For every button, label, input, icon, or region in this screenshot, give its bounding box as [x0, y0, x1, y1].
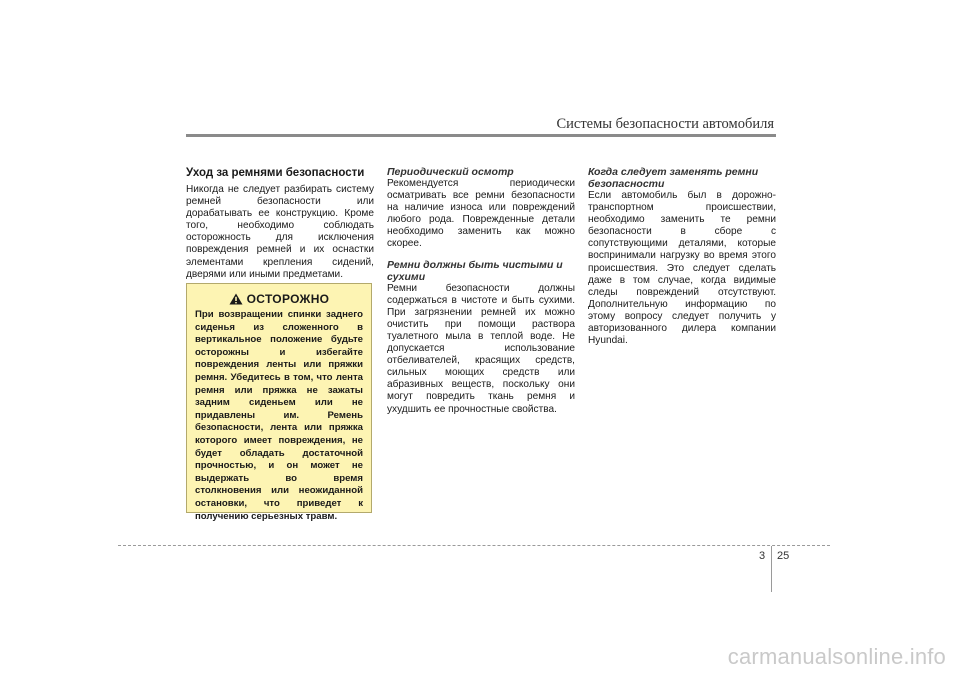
page-number: 25 [777, 550, 790, 562]
column-middle [387, 166, 575, 424]
section-title: Системы безопасности автомобиля [556, 116, 774, 132]
warning-text: При возвращении спинки заднего сиденья из сложенного в вертикальное положение будьте осторожны и избегайте повреждения ленты или пряжки ремня. Убедитесь в том, что лента ремня или пряжка не зажаты задним сиденьем или не придавлены им. Ремень безопасности, лента или пряжка которого имеет повреждения, не будет обладать достаточной прочностью, и он может не выдержать во время столкновения или неожиданной остановки, что приведет к получению серьезных травм. [195, 309, 363, 522]
column-right [588, 166, 776, 355]
belt-care-text: Никогда не следует разбирать систему ремней безопасности или дорабатывать ее конструкцию. Кроме того, необходимо соблюдать осторожность для исключения повреждения ремней и их оснастки элементами крепления сидений, дверями или иными предметами. [186, 184, 374, 280]
watermark: carmanualsonline.info [727, 644, 946, 669]
warning-title: ОСТОРОЖНО [246, 292, 330, 306]
warning-triangle-icon [229, 293, 243, 305]
inspection-heading: Периодический осмотр [387, 166, 514, 178]
replacement-text: Если автомобиль был в дорожно-транспортном происшествии, необходимо заменить те ремни безопасности в сборе с сопутствующими деталями, которые воспринимали нагрузку во время этого происшествия. Это следует сделать даже в том случае, когда видимые следы повреждений отсутствуют. Дополнительную информацию по этому вопросу следует получить у авторизованного дилера компании Hyundai. [588, 190, 776, 347]
section-number: 3 [759, 550, 766, 562]
column-left [186, 166, 374, 289]
inspection-text: Рекомендуется периодически осматривать все ремни безопасности на наличие износа или повреждений любого рода. Поврежденные детали необходимо заменить как можно скорее. [387, 178, 575, 250]
belt-care-heading: Уход за ремнями безопасности [186, 167, 365, 179]
page-number-divider [771, 546, 772, 592]
footer-rule [118, 545, 830, 546]
warning-header [195, 292, 363, 306]
warning-box [186, 283, 372, 522]
clean-dry-heading: Ремни должны быть чистыми и сухими [387, 258, 563, 283]
header-rule [186, 134, 776, 137]
replacement-heading: Когда следует заменять ремни безопасности [588, 166, 759, 190]
clean-dry-text: Ремни безопасности должны содержаться в чистоте и быть сухими. При загрязнении ремней их можно очистить при помощи раствора туалетного мыла в теплой воде. Не допускается использование отбеливателей, красящих средств, сильных моющих средств или абразивных веществ, поскольку они могут повредить ткань ремня и ухудшить ее прочностные свойства. [387, 282, 575, 415]
